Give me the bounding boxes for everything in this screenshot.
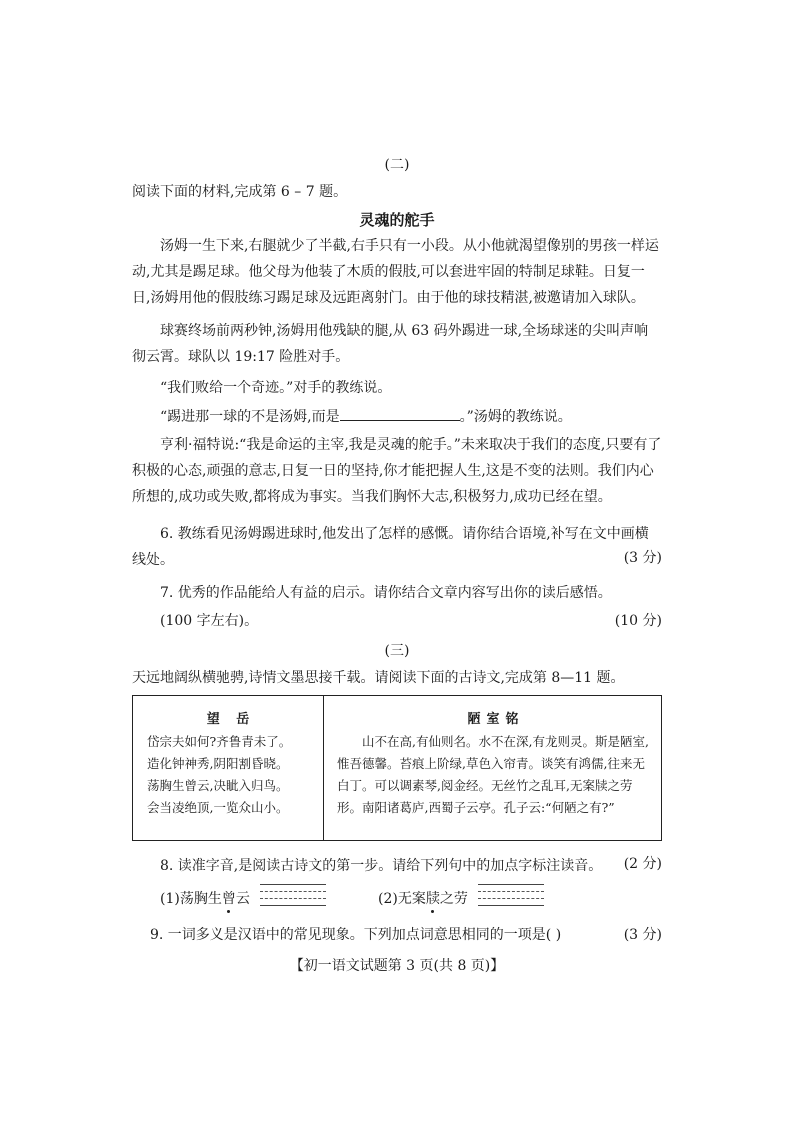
article-paragraph-2: 球赛终场前两秒钟,汤姆用他残缺的腿,从 63 码外踢进一球,全场球迷的尖叫声响彻云霄。球队以 19:17 险胜对手。: [132, 323, 649, 365]
question-9: 9. 一词多义是汉语中的常见现象。下列加点词意思相同的一项是( ): [150, 927, 562, 943]
dotted-char-ceng: 曾: [221, 891, 236, 907]
section-instruction-2: 阅读下面的材料,完成第 6 – 7 题。: [132, 184, 348, 200]
article-paragraph-1: 汤姆一生下来,右腿就少了半截,右手只有一小段。从小他就渴望像别的男孩一样运动,尤其是踢足球。他父母为他装了木质的假肢,可以套进牢固的特制足球鞋。日复一日,汤姆用他的假肢练习踢足球及远距离射门。由于他的球技精湛,被邀请加入球队。: [132, 238, 659, 306]
pinyin-line: [478, 905, 544, 906]
section-instruction-3: 天远地阔纵横驰骋,诗情文墨思接千载。请阅读下面的古诗文,完成第 8—11 题。: [132, 670, 625, 686]
poem-line: 会当凌绝顶,一览众山小。: [147, 800, 289, 815]
pinyin-line: [478, 898, 544, 899]
article-paragraph-3: “我们败给一个奇迹。”对手的教练说。: [160, 380, 392, 396]
item-2-post: 之劳: [439, 891, 468, 907]
question-8-item-1: [160, 888, 250, 908]
section-heading-2: (二): [384, 157, 410, 173]
pinyin-answer-box-1[interactable]: [260, 884, 326, 904]
table-divider: [323, 696, 324, 840]
question-6-score: (3 分): [623, 550, 662, 566]
fill-in-blank[interactable]: [340, 406, 460, 421]
item-1-post: 云: [235, 891, 250, 907]
poem-loushiming: [337, 708, 655, 819]
poem-loushiming-text: 山不在高,有仙则名。水不在深,有龙则灵。斯是陋室,惟吾德馨。苔痕上阶绿,草色入帘青。谈笑有鸿儒,往来无白丁。可以调素琴,阅金经。无丝竹之乱耳,无案牍之劳形。南阳诸葛庐,西蜀子云亭。孔子云:“何陋之有?”: [337, 734, 649, 815]
article-paragraph-5: 亨利·福特说:“我是命运的主宰,我是灵魂的舵手。”未来取决于我们的态度,只要有了积极的心态,顽强的意志,日复一日的坚持,你才能把握人生,这是不变的法则。我们内心所想的,成功或失败,都将成为事实。当我们胸怀大志,积极努力,成功已经在望。: [132, 437, 662, 505]
question-7-score: (10 分): [614, 613, 662, 629]
pinyin-line: [260, 905, 326, 906]
pinyin-line: [260, 898, 326, 899]
section-heading-3: (三): [384, 643, 410, 659]
question-7-note: (100 字左右)。: [160, 613, 259, 629]
paragraph-4-before: “踢进那一球的不是汤姆,而是: [160, 409, 340, 425]
question-8-item-2: [378, 888, 468, 908]
page-footer: 【初一语文试题第 3 页(共 8 页)】: [289, 958, 505, 974]
poem-wangyue: [147, 708, 315, 819]
question-7: 7. 优秀的作品能给人有益的启示。请你结合文章内容写出你的读后感悟。: [160, 585, 612, 601]
poem-line: 岱宗夫如何?齐鲁青未了。: [147, 734, 292, 749]
poem-line: 荡胸生曾云,决眦入归鸟。: [147, 778, 289, 793]
poem-table: [132, 695, 662, 841]
item-2-pre: (2)无案: [378, 891, 426, 907]
question-9-score: (3 分): [623, 927, 662, 943]
question-8: 8. 读准字音,是阅读古诗文的第一步。请给下列句中的加点字标注读音。: [160, 858, 603, 874]
article-title: 灵魂的舵手: [359, 211, 435, 229]
paragraph-4-after: 。”汤姆的教练说。: [459, 409, 572, 425]
article-paragraph-4: [132, 404, 662, 430]
pinyin-line: [478, 891, 544, 892]
poem-loushiming-title: 陋室铭: [467, 712, 525, 727]
poem-line: 造化钟神秀,阴阳割昏晓。: [147, 756, 289, 771]
question-6: 6. 教练看见汤姆踢进球时,他发出了怎样的感慨。请你结合语境,补写在文中画横线处。: [132, 526, 649, 568]
dotted-char-du: 牍: [425, 891, 440, 907]
pinyin-line: [260, 884, 326, 885]
question-8-score: (2 分): [623, 856, 662, 872]
item-1-pre: (1)荡胸生: [160, 891, 222, 907]
pinyin-line: [478, 884, 544, 885]
pinyin-answer-box-2[interactable]: [478, 884, 544, 904]
poem-wangyue-title: 望 岳: [206, 712, 256, 727]
pinyin-line: [260, 891, 326, 892]
